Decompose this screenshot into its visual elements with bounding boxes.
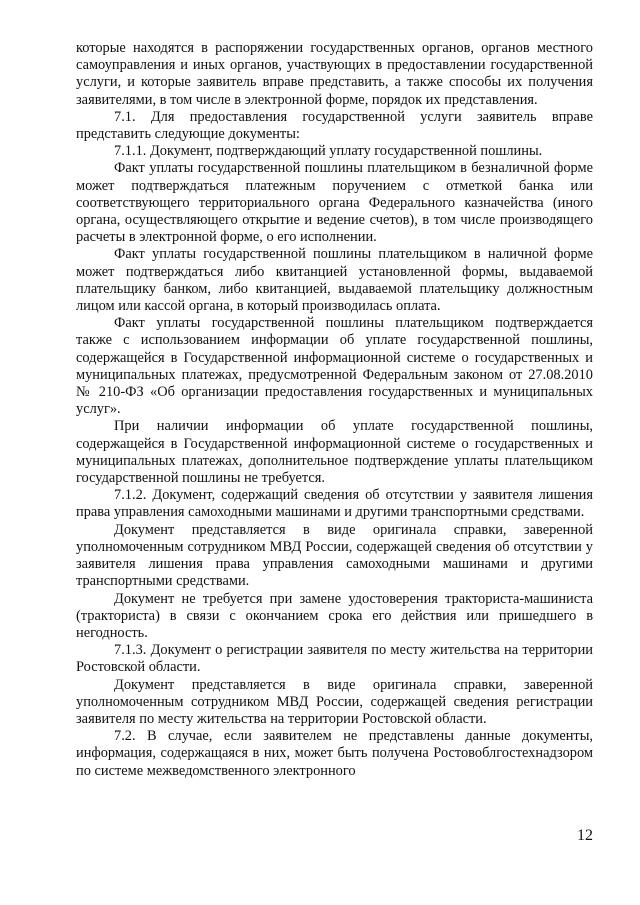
paragraph-7-1-1: 7.1.1. Документ, подтверждающий уплату государственной пошлины. bbox=[114, 143, 543, 160]
paragraph-mvd-certificate: Документ представляется в виде оригинала справки, заверенной уполномоченным сотрудником МВД России, содержащей сведения об отсутствии у заявителя лишения права управления самоходными машинами и другими транспортными средствами. bbox=[76, 521, 593, 590]
paragraph-no-confirmation: При наличии информации об уплате государственной пошлины, содержащейся в Государственной информационной системе о государственных и муниципальных платежах, дополнительное подтверждение уплаты плательщиком государственной пошлины не требуется. bbox=[76, 418, 593, 487]
paragraph-gis-gmp: Факт уплаты государственной пошлины плательщиком подтверждается также с использованием информации об уплате государственной пошлины, содержащейся в Государственной информационной системе о государственных и муниципальных платежах, предусмотренной Федеральным законом от 27.08.2010 № 210-ФЗ «Об организации предоставления государственных и муниципальных услуг». bbox=[76, 315, 593, 418]
paragraph-7-1-3: 7.1.3. Документ о регистрации заявителя по месту жительства на территории Ростовской области. bbox=[76, 642, 593, 676]
paragraph-cashless-payment: Факт уплаты государственной пошлины плательщиком в безналичной форме может подтверждаться платежным поручением с отметкой банка или соответствующего территориального органа Федерального казначейства (иного органа, осуществляющего открытие и ведение счетов), в том числе производящего расчеты в электронной форме, о его исполнении. bbox=[76, 160, 593, 246]
paragraph-continued: которые находятся в распоряжении государственных органов, органов местного самоуправления и иных органов, участвующих в предоставлении государственной услуги, и которые заявитель вправе представить, а также способы их получения заявителями, в том числе в электронной форме, порядок их представления. bbox=[76, 40, 593, 108]
paragraph-7-1-2: 7.1.2. Документ, содержащий сведения об отсутствии у заявителя лишения права управления самоходными машинами и другими транспортными средствами. bbox=[76, 487, 593, 521]
paragraph-registration-certificate: Документ представляется в виде оригинала справки, заверенной уполномоченным сотрудником МВД России, содержащей сведения регистрации заявителя по месту жительства на территории Ростовской области. bbox=[76, 676, 593, 727]
paragraph-7-2: 7.2. В случае, если заявителем не представлены данные документы, информация, содержащаяся в них, может быть получена Ростовоблгостехнадзором по системе межведомственного электронного bbox=[76, 728, 593, 779]
page-number: 12 bbox=[577, 827, 593, 844]
paragraph-not-required: Документ не требуется при замене удостоверения тракториста-машиниста (тракториста) в связи с окончанием срока его действия или пришедшего в негодность. bbox=[76, 590, 593, 641]
paragraph-cash-payment: Факт уплаты государственной пошлины плательщиком в наличной форме может подтверждаться либо квитанцией установленной формы, выдаваемой плательщику банком, либо квитанцией, выдаваемой плательщику должностным лицом или кассой органа, в который производилась оплата. bbox=[76, 246, 593, 315]
paragraph-7-1: 7.1. Для предоставления государственной услуги заявитель вправе представить следующие документы: bbox=[76, 108, 593, 143]
